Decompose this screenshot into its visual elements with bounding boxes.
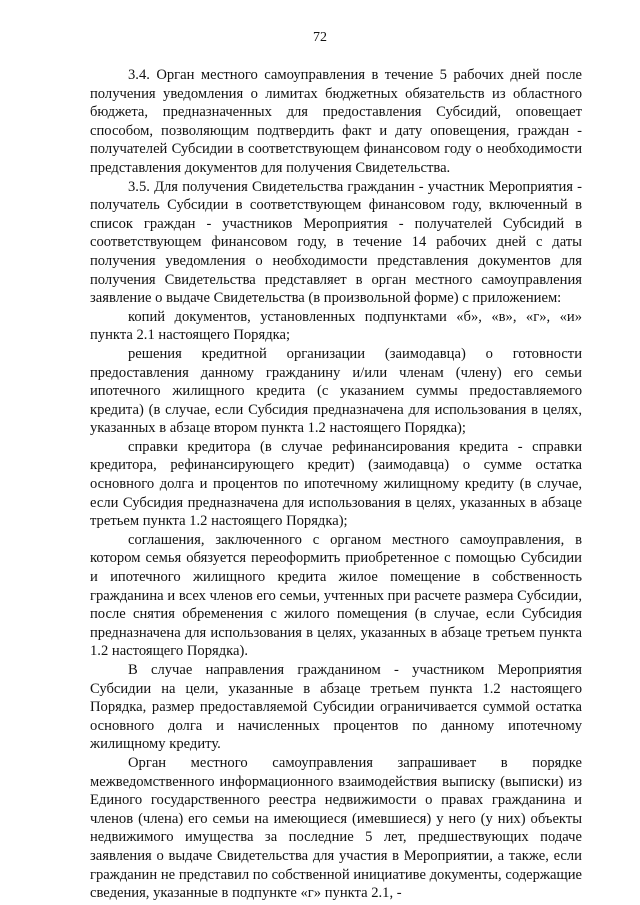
paragraph-3-4: 3.4. Орган местного самоуправления в течение 5 рабочих дней после получения уведомления о лимитах бюджетных обязательств из областного бюджета, предназначенных для предоставления Субсидий, оповещает способом, позволяющим подтвердить факт и дату оповещения, граждан - получателей Субсидии в соответствующем финансовом году о необходимости представления документов для получения Свидетельства. xyxy=(90,67,582,176)
document-body xyxy=(90,66,582,903)
paragraph-bank-decision: решения кредитной организации (заимодавца) о готовности предоставления данному гражданину и/или членам (члену) его семьи ипотечного жилищного кредита (с указанием суммы предоставляемого кредита) (в случае, если Субсидия предназначена для использования в целях, указанных в абзаце втором пункта 1.2 настоящего Порядка); xyxy=(90,345,582,437)
paragraph-copies: копий документов, установленных подпунктами «б», «в», «г», «и» пункта 2.1 настоящего Порядка; xyxy=(90,308,582,344)
paragraph-subsidy-limit: В случае направления гражданином - участником Мероприятия Субсидии на цели, указанные в абзаце третьем пункта 1.2 настоящего Порядка, размер предоставляемой Субсидии ограничивается суммой остатка основного долга и начисленных процентов по данному ипотечному жилищному кредиту. xyxy=(90,662,582,753)
paragraph-3-5: 3.5. Для получения Свидетельства гражданин - участник Мероприятия - получатель Субсидии в соответствующем финансовом году, включенный в список граждан - участников Мероприятия - получателей Субсидий в соответствующем финансовом году, в течение 14 рабочих дней с даты получения уведомления о необходимости представления документов для получения Свидетельства представляет в орган местного самоуправления заявление о выдаче Свидетельства (в произвольной форме) с приложением: xyxy=(90,178,582,307)
paragraph-agreement: соглашения, заключенного с органом местного самоуправления, в котором семья обязуется переоформить приобретенное с помощью Субсидии и ипотечного жилищного кредита жилое помещение в собственность гражданина и всех членов его семьи, учтенных при расчете размера Субсидии, после снятия обременения с жилого помещения (в случае, если Субсидия предназначена для использования в целях, указанных в абзаце третьем пункта 1.2 настоящего Порядка). xyxy=(90,531,582,660)
paragraph-interagency-request: Орган местного самоуправления запрашивает в порядке межведомственного информационного взаимодействия выписку (выписки) из Единого государственного реестра недвижимости о правах гражданина и членов (члена) его семьи на имеющиеся (имевшиеся) у него (у них) объекты недвижимого имущества за последние 5 лет, предшествующих подаче заявления о выдаче Свидетельства для участия в Мероприятии, а также, если гражданин не представил по собственной инициативе документы, содержащие сведения, указанные в подпункте «г» пункта 2.1, - xyxy=(90,754,582,902)
page-number: 72 xyxy=(313,30,327,45)
paragraph-creditor-certificate: справки кредитора (в случае рефинансирования кредита - справки кредитора, рефинансирующего кредит) (заимодавца) о сумме остатка основного долга и процентов по ипотечному жилищному кредиту (в случае, если Субсидия предназначена для использования в целях, указанных в абзаце третьем пункта 1.2 настоящего Порядка); xyxy=(90,438,582,530)
